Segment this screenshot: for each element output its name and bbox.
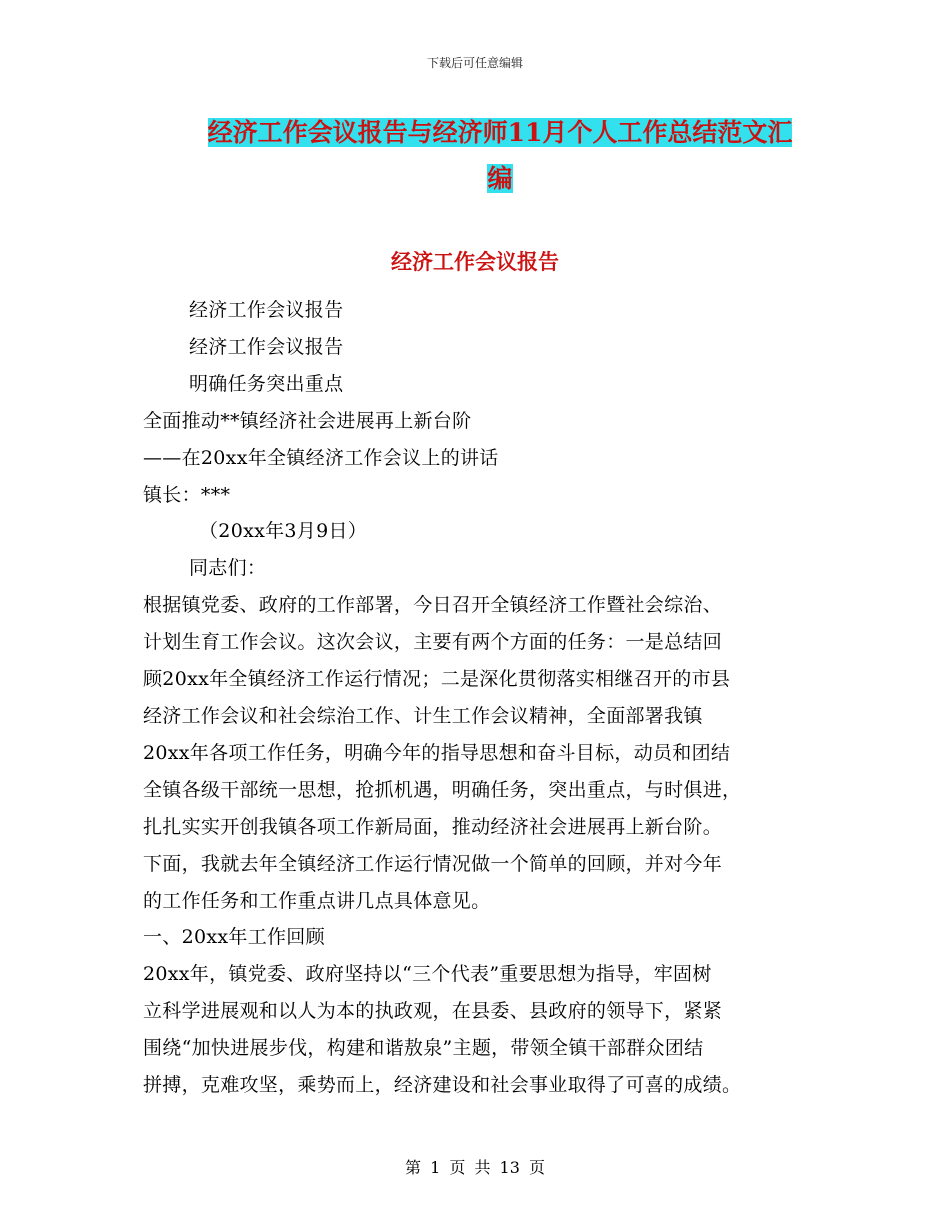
body-line: 根据镇党委、政府的工作部署，今日召开全镇经济工作暨社会综治、	[143, 594, 723, 617]
title-line-2: 编	[487, 164, 513, 193]
body-line: 的工作任务和工作重点讲几点具体意见。	[143, 889, 491, 912]
body-line: 扎扎实实开创我镇各项工作新局面，推动经济社会进展再上新台阶。	[143, 815, 723, 838]
body-line: 围绕“加快进展步伐，构建和谐敖泉”主题，带领全镇干部群众团结	[143, 1037, 704, 1060]
body-line: 经济工作会议报告	[189, 299, 344, 321]
body-line: 明确任务突出重点	[189, 372, 344, 395]
body-line: 经济工作会议和社会综治工作、计生工作会议精神，全面部署我镇	[143, 704, 703, 727]
body-line: 顾20xx年全镇经济工作运行情况；二是深化贯彻落实相继召开的市县	[143, 668, 731, 691]
body-line: 全镇各级干部统一思想，抢抓机遇，明确任务，突出重点，与时俱进，	[143, 778, 742, 801]
body-line: 立科学进展观和以人为本的执政观，在县委、县政府的领导下，紧紧	[143, 1000, 723, 1023]
body-line: 计划生育工作会议。这次会议，主要有两个方面的任务：一是总结回	[143, 631, 723, 654]
body-line: 同志们：	[189, 557, 267, 580]
body-line: 下面，我就去年全镇经济工作运行情况做一个简单的回顾，并对今年	[143, 852, 723, 875]
title-line-1: 经济工作会议报告与经济师11月个人工作总结范文汇	[207, 118, 793, 147]
body-line: 20xx年各项工作任务，明确今年的指导思想和奋斗目标，动员和团结	[143, 741, 731, 764]
body-line: 一、20xx年工作回顾	[143, 926, 325, 949]
page-footer: 第 1 页 共 13 页	[405, 1158, 545, 1177]
body-line: 拼搏，克难攻坚，乘势而上，经济建设和社会事业取得了可喜的成绩。	[143, 1074, 742, 1097]
body-line: 全面推动**镇经济社会进展再上新台阶	[143, 409, 472, 432]
header-note: 下载后可任意编辑	[426, 56, 523, 70]
body-line: ——在20xx年全镇经济工作会议上的讲话	[143, 446, 499, 469]
body-line: 经济工作会议报告	[189, 335, 344, 358]
body-line: （20xx年3月9日）	[199, 520, 368, 543]
document-title	[150, 110, 850, 202]
body-text	[143, 292, 813, 1104]
body-line: 镇长：***	[143, 483, 231, 506]
section-title: 经济工作会议报告	[391, 249, 559, 274]
body-line: 20xx年，镇党委、政府坚持以“三个代表”重要思想为指导，牢固树	[143, 963, 712, 986]
